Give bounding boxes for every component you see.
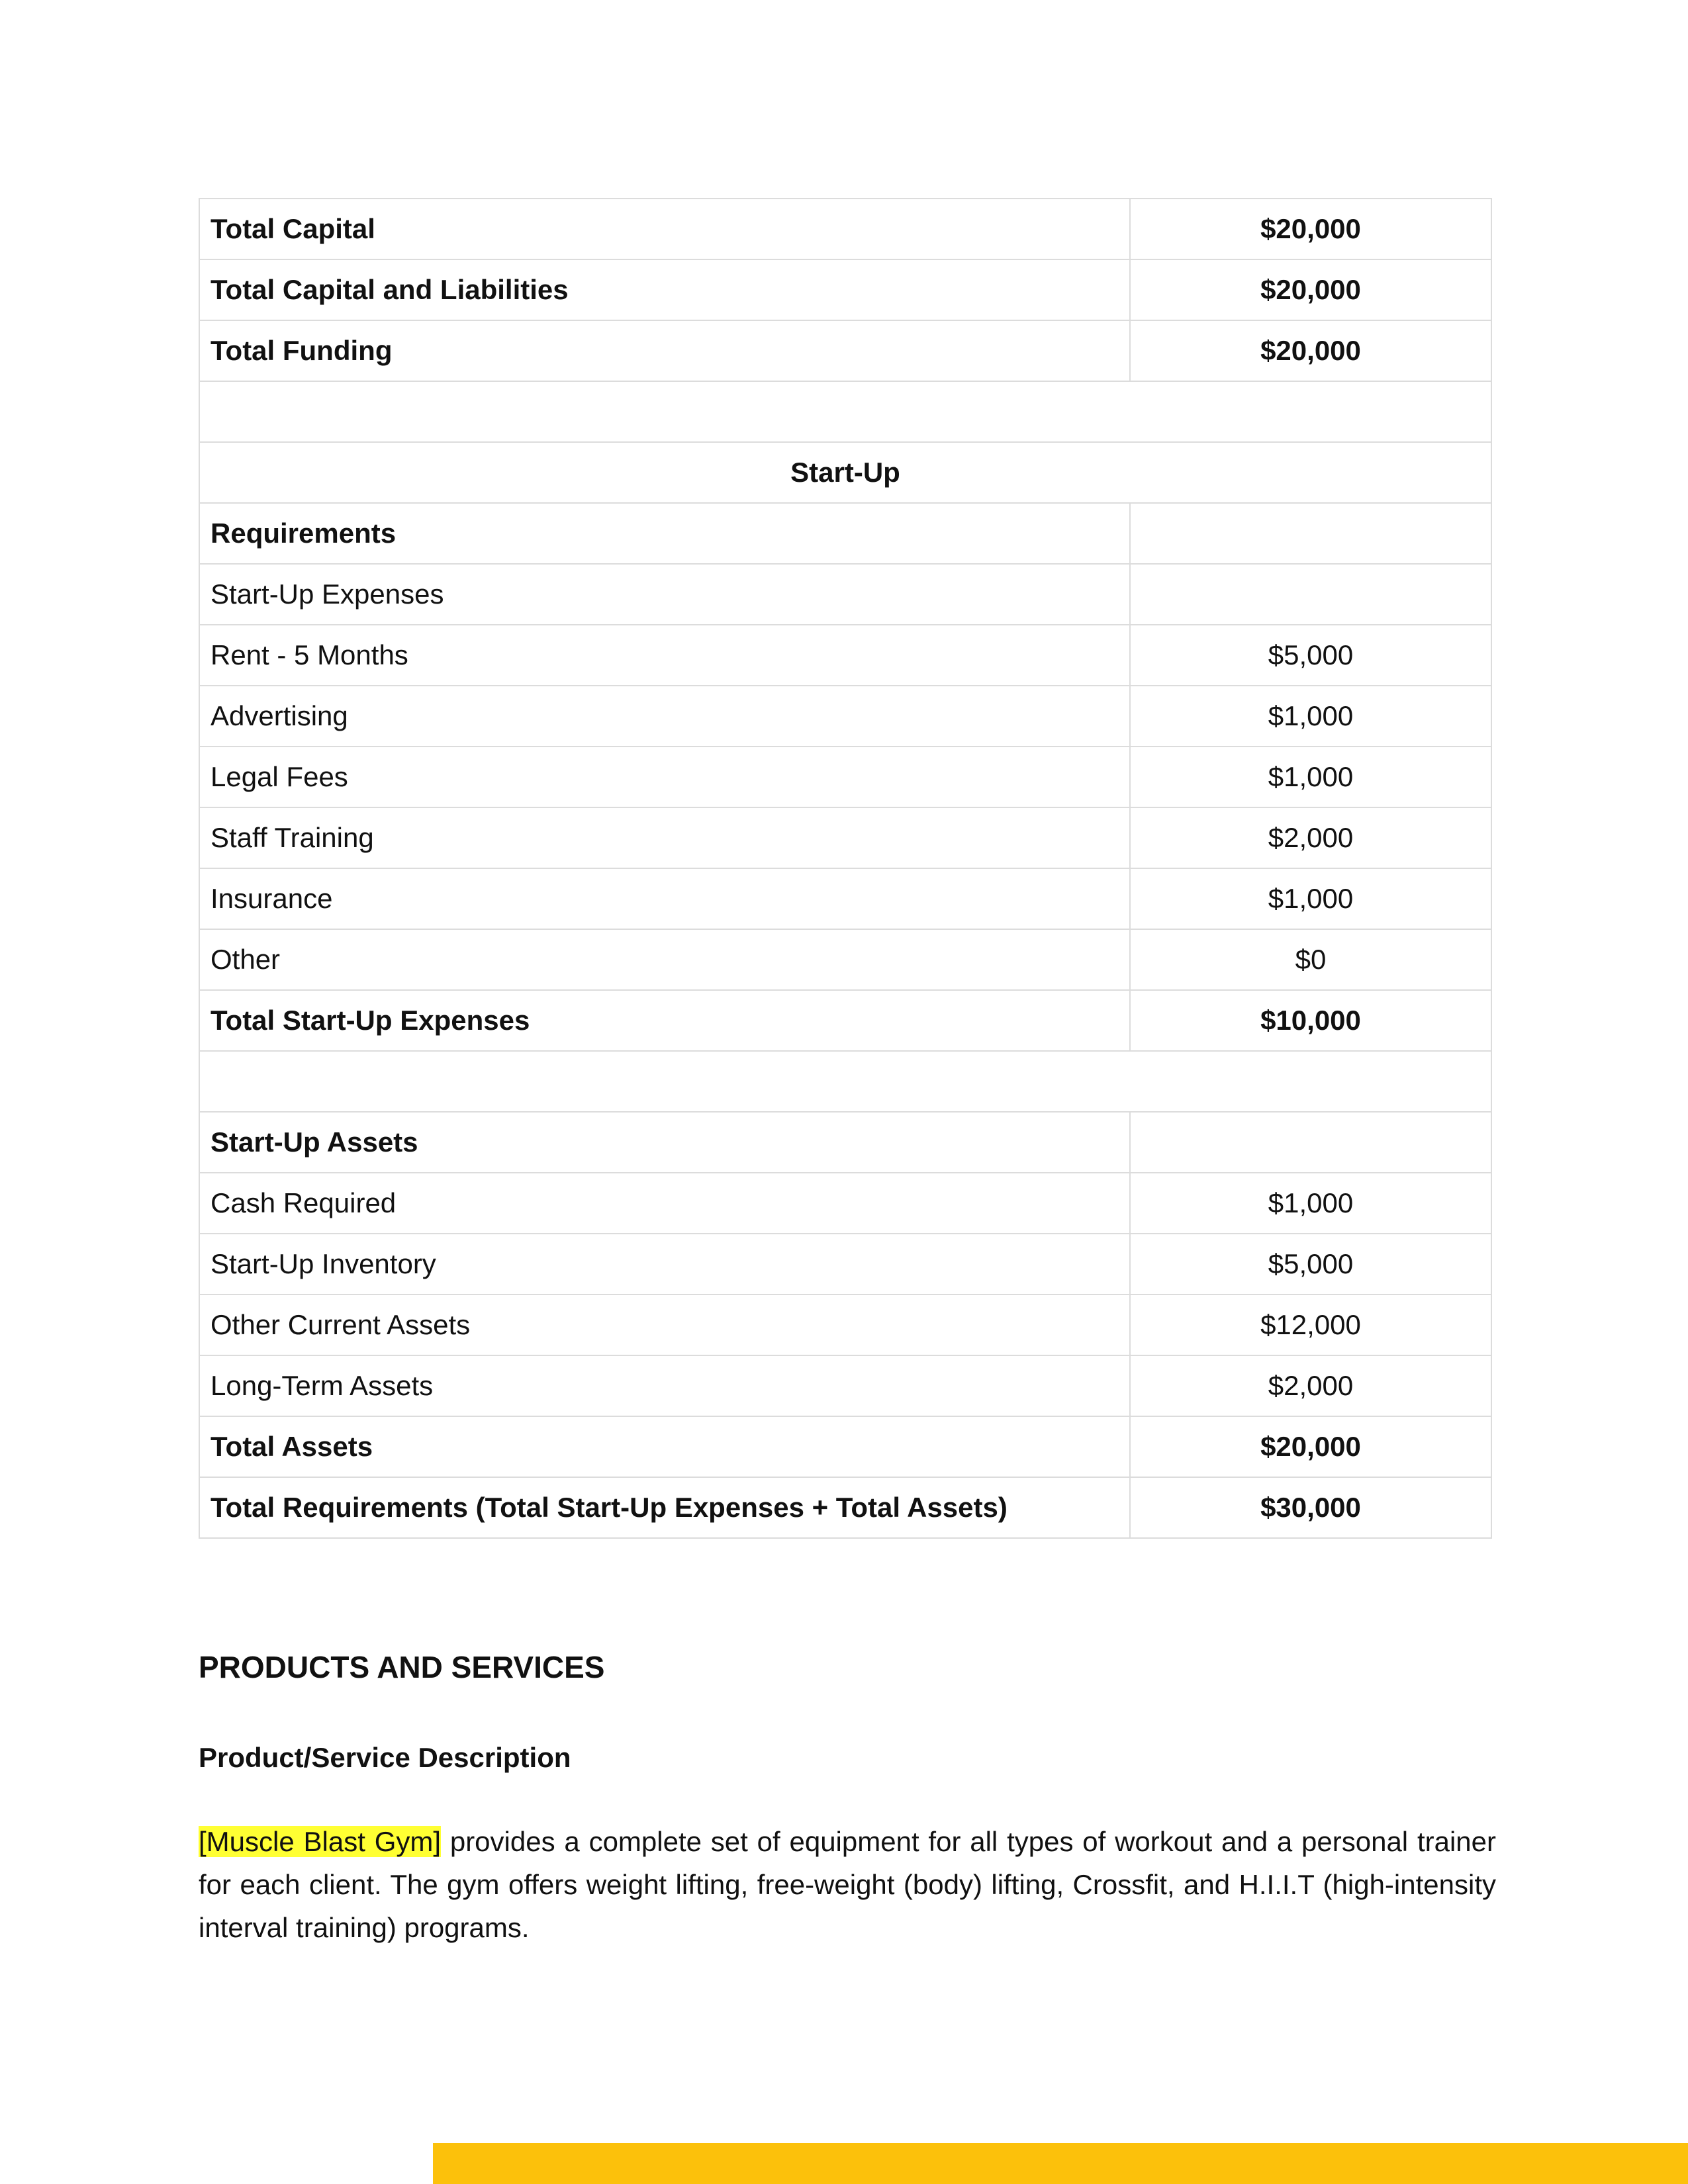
row-value: $5,000 [1130,1234,1491,1295]
table-row [199,1416,1491,1477]
row-value: $20,000 [1130,259,1491,320]
expenses-heading: Start-Up Expenses [199,564,1130,625]
row-value: $20,000 [1130,199,1491,259]
table-row [199,259,1491,320]
description-text: provides a complete set of equipment for all types of workout and a personal trainer for each client. The gym offers weight lifting, free-weight (body) lifting, Crossfit, and H.I.I.T (high-intensity interval training) programs. [199,1826,1496,1943]
table-row [199,747,1491,807]
row-label: Total Funding [199,320,1130,381]
row-label: Other [199,929,1130,990]
table-row [199,442,1491,503]
empty-cell [199,1051,1491,1112]
table-row [199,1355,1491,1416]
table-row [199,1295,1491,1355]
table-row [199,868,1491,929]
business-name-placeholder: [Muscle Blast Gym] [199,1826,442,1857]
table-row [199,1477,1491,1538]
row-value: $2,000 [1130,807,1491,868]
row-value: $10,000 [1130,990,1491,1051]
row-value: $1,000 [1130,747,1491,807]
row-value: $12,000 [1130,1295,1491,1355]
row-value: $0 [1130,929,1491,990]
empty-cell [1130,503,1491,564]
row-label: Legal Fees [199,747,1130,807]
table-row [199,1234,1491,1295]
row-label: Start-Up Inventory [199,1234,1130,1295]
row-value: $30,000 [1130,1477,1491,1538]
table-row [199,625,1491,686]
empty-cell [1130,564,1491,625]
table-row [199,564,1491,625]
table-row [199,990,1491,1051]
startup-financials-table [199,198,1492,1539]
requirements-label: Requirements [199,503,1130,564]
row-label: Advertising [199,686,1130,747]
product-description-paragraph [199,1820,1496,1949]
row-label: Total Capital [199,199,1130,259]
products-services-heading: PRODUCTS AND SERVICES [199,1650,605,1684]
row-value: $20,000 [1130,320,1491,381]
row-label: Long-Term Assets [199,1355,1130,1416]
row-value: $1,000 [1130,1173,1491,1234]
row-label: Rent - 5 Months [199,625,1130,686]
spacer-row [199,1051,1491,1112]
row-label: Total Assets [199,1416,1130,1477]
row-label: Total Requirements (Total Start-Up Expenses + Total Assets) [199,1477,1130,1538]
row-label: Insurance [199,868,1130,929]
row-value: $1,000 [1130,686,1491,747]
table-row [199,1112,1491,1173]
empty-cell [1130,1112,1491,1173]
table-row [199,686,1491,747]
row-value: $5,000 [1130,625,1491,686]
row-value: $2,000 [1130,1355,1491,1416]
row-value: $20,000 [1130,1416,1491,1477]
startup-title: Start-Up [199,442,1491,503]
table-row [199,807,1491,868]
row-label: Total Start-Up Expenses [199,990,1130,1051]
product-description-subheading: Product/Service Description [199,1742,571,1773]
row-label: Total Capital and Liabilities [199,259,1130,320]
table-row [199,1173,1491,1234]
row-label: Other Current Assets [199,1295,1130,1355]
table-row [199,320,1491,381]
row-label: Cash Required [199,1173,1130,1234]
assets-heading: Start-Up Assets [199,1112,1130,1173]
table-row [199,503,1491,564]
table-row [199,199,1491,259]
row-label: Staff Training [199,807,1130,868]
row-value: $1,000 [1130,868,1491,929]
footer-accent-bar [433,2143,1688,2184]
empty-cell [199,381,1491,442]
spacer-row [199,381,1491,442]
table-row [199,929,1491,990]
